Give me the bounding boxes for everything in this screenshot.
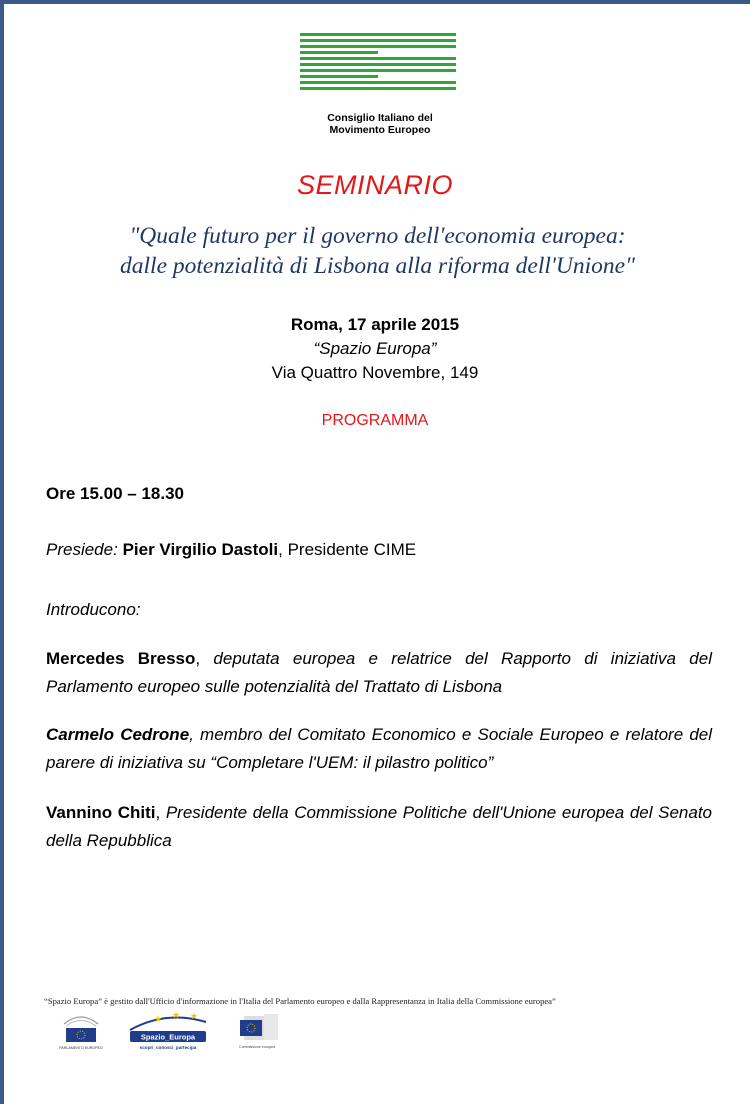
- speaker-item: [46, 799, 712, 855]
- spazio-europa-logo: [126, 1010, 210, 1052]
- speaker-role: , membro del Comitato Economico e Sociale Europeo e relatore del parere di iniziativa su “Completare l'UEM: il pilastro politico”: [46, 725, 713, 772]
- event-address: Via Quattro Novembre, 149: [271, 363, 479, 382]
- cime-logo: [300, 33, 456, 93]
- introducono-label: Introducono:: [46, 600, 141, 619]
- speaker-name: Carmelo Cedrone: [46, 725, 190, 744]
- event-details: [0, 313, 750, 385]
- star-icon: ★: [154, 1014, 163, 1024]
- speaker-separator: ,: [195, 649, 201, 668]
- speaker-item: [46, 645, 712, 701]
- programma-heading: PROGRAMMA: [321, 412, 429, 429]
- speaker-role: deputata europea e relatrice del Rapporto di iniziativa del Parlamento europeo sulle potenzialità del Trattato di Lisbona: [46, 649, 712, 696]
- parliament-caption: PARLAMENTO EUROPEO: [59, 1046, 103, 1050]
- title-line-2: dalle potenzialità di Lisbona alla riforma dell'Unione": [120, 253, 635, 279]
- speaker-separator: ,: [155, 803, 161, 822]
- speaker-name: Vannino Chiti: [46, 803, 156, 822]
- star-icon: ★: [172, 1010, 181, 1020]
- session-time: Ore 15.00 – 18.30: [46, 484, 185, 503]
- commission-caption: Commissione europea: [239, 1045, 275, 1049]
- event-kind: SEMINARIO: [296, 170, 454, 200]
- logo-line-1: Consiglio Italiano del: [327, 112, 433, 124]
- spazio-tagline: scopri_conosci_partecipa: [139, 1045, 197, 1050]
- speaker-name: Mercedes Bresso: [46, 649, 196, 668]
- page-border-top: [0, 0, 750, 4]
- logo-line-2: Movimento Europeo: [329, 124, 431, 136]
- chair-name: Pier Virgilio Dastoli: [122, 540, 279, 559]
- footer-note: “Spazio Europa” è gestito dall'Ufficio d'informazione in l'Italia del Parlamento europeo e dalla Rappresentanza in Italia della Commissione europea”: [44, 996, 556, 1006]
- star-icon: ★: [190, 1011, 199, 1021]
- european-parliament-logo: [58, 1010, 104, 1052]
- seminar-title: [20, 221, 735, 281]
- speaker-item: [46, 721, 712, 777]
- event-venue: “Spazio Europa”: [313, 339, 437, 358]
- european-commission-logo: [228, 1010, 286, 1054]
- speaker-role: Presidente della Commissione Politiche dell'Unione europea del Senato della Repubblica: [46, 803, 713, 850]
- chair-role: , Presidente CIME: [278, 540, 417, 559]
- presiede-label: Presiede:: [46, 540, 118, 559]
- cime-logo-text: [280, 112, 480, 136]
- spazio-name: Spazio_Europa: [140, 1032, 196, 1042]
- event-date: Roma, 17 aprile 2015: [290, 315, 460, 334]
- page-border-left: [0, 0, 4, 1104]
- chair-line: [46, 536, 712, 564]
- title-line-1: "Quale futuro per il governo dell'economia europea:: [129, 223, 626, 249]
